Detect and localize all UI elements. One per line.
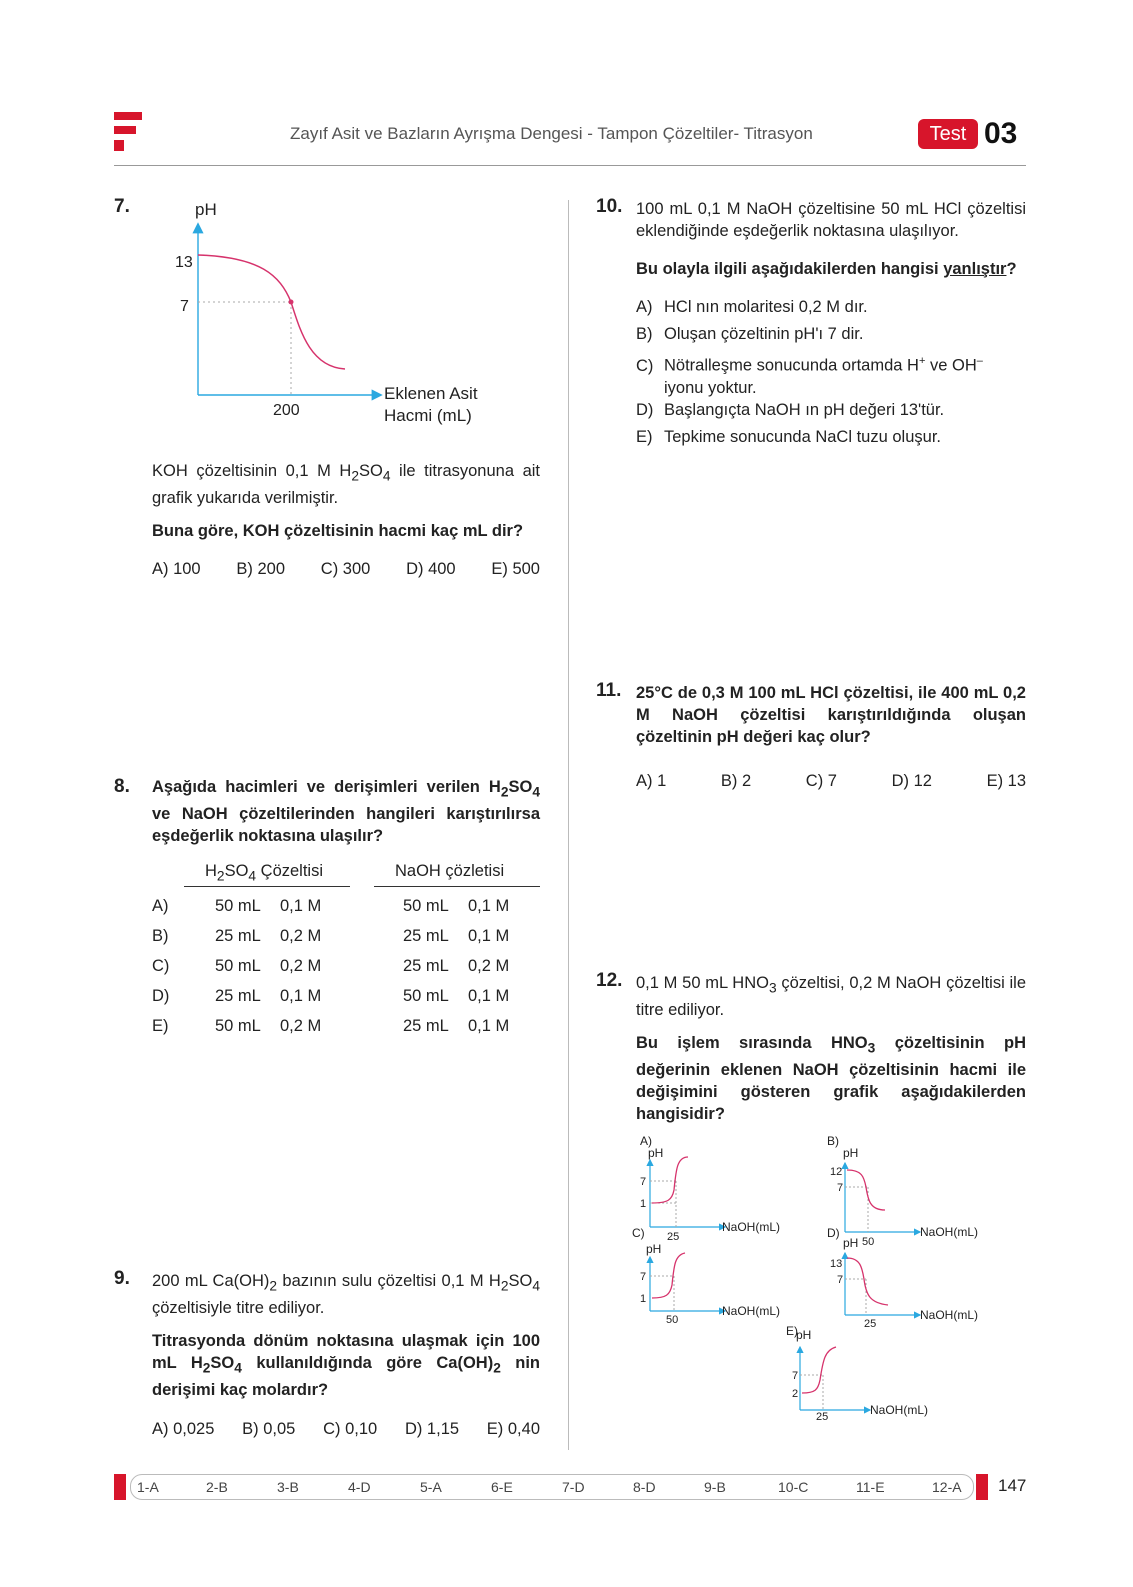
answer-key-item: 5-A [420,1479,442,1495]
question-12-text: 0,1 M 50 mL $HNO_3$ çözeltisi, 0,2 M NaOH çözeltisi ile titre ediliyor. [636,974,1026,1020]
svg-text:NaOH(mL): NaOH(mL) [920,1225,979,1239]
equivalence-point [289,300,294,305]
question-11-text: 25°C de 0,3 M 100 mL HCl çözeltisi, ile 400 mL 0,2 M NaOH çözeltisi karıştırıldığında oluşan çözeltinin pH değeri kaç olur? [636,684,1026,746]
svg-text:pH: pH [843,1236,859,1250]
option-e[interactable]: E) 13 [986,772,1026,790]
question-10-option-d[interactable]: D) Başlangıçta NaOH ın pH değeri 13'tür. [636,401,945,419]
question-12-number: 12. [596,970,623,991]
option-a[interactable]: A) 0,025 [152,1420,215,1438]
answer-key-item: 4-D [348,1479,371,1495]
question-8-text: Aşağıda hacimleri ve derişimleri verilen $H_2SO_4$ ve NaOH çözeltilerinden hangileri karıştırılırsa eşdeğerlik noktasına ulaşılır? [152,778,540,846]
option-d[interactable]: D) 12 [891,772,932,790]
question-11-options [636,772,1026,791]
svg-text:NaOH(mL): NaOH(mL) [722,1304,781,1318]
option-d[interactable]: D) 1,15 [404,1420,460,1438]
svg-text:2: 2 [792,1388,799,1400]
y-axis-label: pH [195,200,217,219]
answer-key-bar [130,1474,974,1500]
svg-text:E): E) [786,1324,798,1338]
svg-text:13: 13 [830,1258,843,1270]
question-7-graph [150,195,550,435]
graph-option-b[interactable] [827,1135,978,1248]
svg-text:C): C) [632,1226,645,1240]
y-tick-7: 7 [180,298,189,315]
svg-text:1: 1 [640,1293,647,1305]
svg-text:50: 50 [666,1314,679,1326]
svg-text:B): B) [827,1135,839,1148]
x-axis-label-line1: Eklenen Asit [384,384,478,403]
question-8-number: 8. [114,776,130,797]
question-10-option-a[interactable]: A) HCl nın molaritesi 0,2 M dır. [636,298,868,316]
table-header-underline-1 [184,886,350,887]
titration-curve [198,255,345,369]
option-a[interactable]: A) 1 [636,772,667,790]
question-9-number: 9. [114,1268,130,1289]
y-tick-13: 13 [175,254,193,271]
option-d[interactable]: D) 400 [406,560,456,578]
option-c[interactable]: C) 300 [320,560,371,578]
option-b[interactable]: B) 200 [236,560,286,578]
svg-text:7: 7 [640,1176,647,1188]
question-7-options [152,560,540,579]
table-header-underline-2 [374,886,540,887]
header-divider [114,165,1026,166]
footer-accent-left [114,1474,126,1500]
question-10-option-b[interactable]: B) Oluşan çözeltinin pH'ı 7 dir. [636,325,864,343]
svg-text:pH: pH [646,1242,662,1256]
question-11-number: 11. [596,680,622,701]
svg-text:1: 1 [640,1198,647,1210]
question-9-text: 200 mL $Ca(OH)_2$ bazının sulu çözeltisi 0,1 M $H_2SO_4$ çözeltisiyle titre ediliyor. [152,1272,541,1318]
graph-option-d[interactable] [827,1226,978,1330]
svg-text:pH: pH [796,1328,812,1342]
answer-key-item: 2-B [206,1479,228,1495]
x-tick-200: 200 [273,402,300,419]
graph-option-a[interactable] [640,1135,780,1243]
question-7-text: KOH çözeltisinin 0,1 M $H_2SO_4$ ile titrasyonuna ait grafik yukarıda verilmiştir. [152,462,540,508]
page-number: 147 [998,1476,1027,1495]
svg-text:7: 7 [640,1271,647,1283]
svg-text:A): A) [640,1135,652,1148]
question-12-prompt: Bu işlem sırasında $HNO_3$ çözeltisinin pH değerinin eklenen NaOH çözeltisinin hacmi ile değişimini gösteren grafik aşağıdakilerden hangisidir? [636,1034,1026,1124]
graph-option-c[interactable] [632,1226,780,1326]
answer-key-item: 12-A [932,1479,962,1495]
question-10-text: 100 mL 0,1 M NaOH çözeltisine 50 mL HCl çözeltisi eklendiğinde eşdeğerlik noktasına ulaşılıyor. [636,200,1026,240]
svg-text:D): D) [827,1226,840,1240]
question-7-prompt: Buna göre, KOH çözeltisinin hacmi kaç mL dir? [152,522,524,540]
svg-text:NaOH(mL): NaOH(mL) [722,1220,781,1234]
option-b[interactable]: B) 0,05 [242,1420,296,1438]
answer-key-item: 1-A [137,1479,159,1495]
answer-key-item: 9-B [704,1479,726,1495]
svg-text:NaOH(mL): NaOH(mL) [870,1403,929,1417]
question-7-number: 7. [114,196,130,217]
option-c[interactable]: C) 7 [805,772,837,790]
table-header-h2so4: $H_2SO_4$ Çözeltisi [205,862,324,884]
page-header-title: Zayıf Asit ve Bazların Ayrışma Dengesi - Tampon Çözeltiler- Titrasyon [290,124,813,143]
footer-accent-right [976,1474,988,1500]
svg-text:7: 7 [792,1370,799,1382]
answer-key-item: 7-D [562,1479,585,1495]
svg-text:25: 25 [667,1231,680,1243]
option-a[interactable]: A) 100 [152,560,201,578]
test-badge: Test [918,119,978,149]
svg-text:25: 25 [816,1411,829,1423]
answer-key-item: 10-C [778,1479,809,1495]
svg-text:7: 7 [837,1182,844,1194]
question-12-graphs [630,1135,1030,1450]
option-c[interactable]: C) 0,10 [323,1420,378,1438]
x-axis-label-line2: Hacmi (mL) [384,406,472,425]
option-b[interactable]: B) 2 [720,772,752,790]
answer-key-item: 6-E [491,1479,513,1495]
svg-text:25: 25 [864,1318,877,1330]
answer-key-item: 8-D [633,1479,656,1495]
svg-text:pH: pH [648,1146,664,1160]
svg-text:7: 7 [837,1274,844,1286]
svg-text:pH: pH [843,1146,859,1160]
question-10-prompt: Bu olayla ilgili aşağıdakilerden hangisi yanlıştır? [636,260,1017,278]
column-divider [568,200,569,1450]
option-e[interactable]: E) 0,40 [486,1420,540,1438]
answer-key-item: 11-E [856,1479,885,1495]
svg-text:12: 12 [830,1166,843,1178]
svg-text:NaOH(mL): NaOH(mL) [920,1308,979,1322]
test-number: 03 [984,117,1018,150]
graph-option-e[interactable] [786,1324,928,1423]
question-10-option-e[interactable]: E) Tepkime sonucunda NaCl tuzu oluşur. [636,428,941,446]
table-header-naoh: NaOH çözletisi [395,862,505,880]
question-10-number: 10. [596,196,623,217]
question-9-prompt: Titrasyonda dönüm noktasına ulaşmak için 100 mL $H_2SO_4$ kullanıldığında göre $Ca(OH)_2$ nin derişimi kaç molardır? [152,1332,540,1400]
option-e[interactable]: E) 500 [491,560,540,578]
svg-text:50: 50 [862,1236,875,1248]
question-9-options [152,1420,540,1439]
answer-key-item: 3-B [277,1479,299,1495]
question-10-option-c[interactable]: C) Nötralleşme sonucunda ortamda H+ ve OH– iyonu yoktur. [636,355,983,397]
